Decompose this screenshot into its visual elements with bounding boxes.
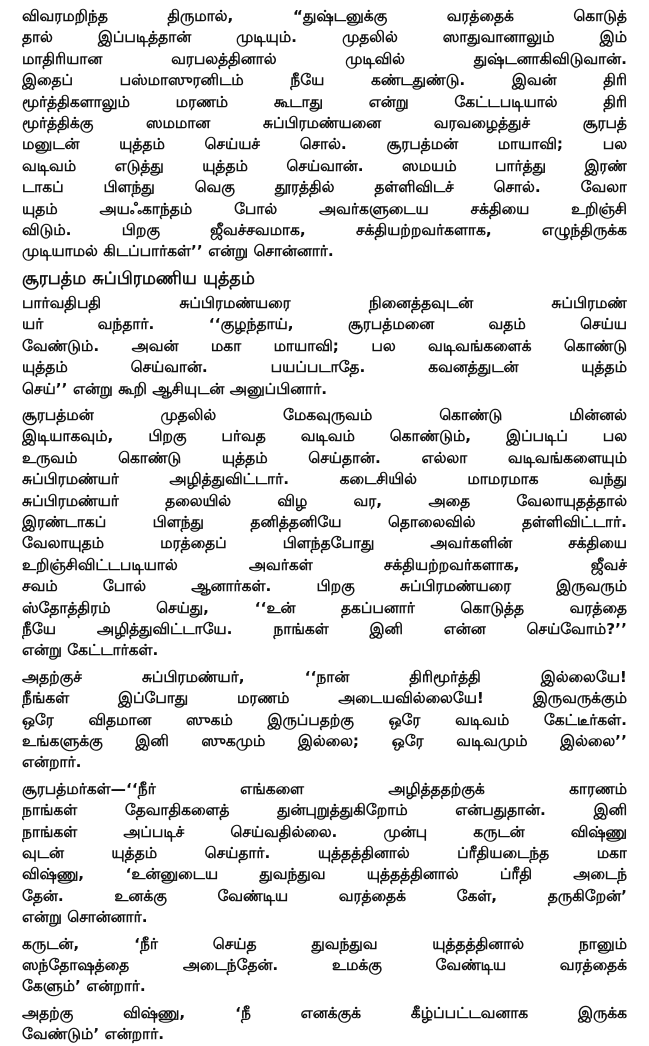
text-line: கருடன், ‘நீர் செய்த துவந்துவ யுத்தத்தினால் நானும் (22, 934, 627, 953)
text-line: வடிவம் எடுத்து யுத்தம் செய்வான். ஸமயம் பார்த்து இரண் (22, 156, 627, 175)
text-line: வுடன் யுத்தம் செய்தார். யுத்தத்தினால் ப்ரீதியடைந்த மகா (22, 844, 627, 863)
paragraph-6 (22, 1003, 627, 1046)
text-line: மனுடன் யுத்தம் செய்யச் சொல். சூரபத்மன் மாயாவி; பல (22, 135, 627, 154)
text-line: வேண்டும். அவன் மகா மாயாவி; பல வடிவங்களைக் கொண்டு (22, 336, 627, 355)
text-line: சுப்பிரமண்யர் அழித்துவிட்டார். கடைசியில் மாமரமாக வந்து (22, 470, 627, 489)
text-line: நாங்கள் தேவாதிகளைத் துன்புறுத்துகிறோம் என்பதுதான். இனி (22, 801, 627, 820)
text-line: சவம் போல் ஆனார்கள். பிறகு சுப்பிரமண்யரை இருவரும் (22, 577, 627, 596)
paragraph-5 (22, 934, 627, 998)
text-line: உங்களுக்கு இனி ஸுகமும் இல்லை; ஒரே வடிவமும் இல்லை’’ (22, 732, 627, 750)
text-line: விவரமறிந்த திருமால், “துஷ்டனுக்கு வரத்தைக் கொடுத் (22, 7, 627, 25)
section-heading: சூரபத்ம சுப்பிரமணிய யுத்தம் (22, 268, 255, 289)
text-line: வேண்டும்’ என்றார். (22, 1025, 165, 1044)
text-line: என்றார். (22, 753, 82, 772)
text-line: நீங்கள் இப்போது மரணம் அடையவில்லையே! இருவருக்கும் (22, 689, 627, 708)
text-line: யுத்தம் செய்வான். பயப்படாதே. கவனத்துடன் யுத்தம் (22, 358, 627, 377)
paragraph-1 (22, 293, 627, 400)
text-line: சூரபத்மன் முதலில் மேகவுருவம் கொண்டு மின்னல் (22, 405, 627, 424)
text-line: இடியாகவும், பிறகு பர்வத வடிவம் கொண்டும், இப்படிப் பல (22, 427, 627, 446)
text-line: இரண்டாகப் பிளந்து தனித்தனியே தொலைவில் தள்ளிவிட்டார். (22, 512, 627, 531)
text-line: இதைப் பஸ்மாஸுரனிடம் நீயே கண்டதுண்டு. இவன் திரி (22, 71, 627, 90)
text-line: என்று கேட்டார்கள். (22, 641, 159, 660)
text-line: முடியாமல் கிடப்பார்கள்’’ என்று சொன்னார். (22, 242, 334, 261)
text-line: விடும். பிறகு ஜீவச்சவமாக, சக்தியற்றவர்களாக, எழுந்திருக்க (22, 221, 627, 240)
text-line: அதற்குச் சுப்பிரமண்யர், ‘‘நான் திரிமூர்த்தி இல்லையே! (22, 667, 627, 686)
text-line: சூரபத்மர்கள்—‘‘நீர் எங்களை அழித்ததற்குக் காரணம் (22, 779, 627, 798)
paragraph-intro (22, 6, 627, 263)
text-line: உறிஞ்சிவிட்டபடியால் அவர்கள் சக்தியற்றவர்களாக, ஜீவச் (22, 555, 627, 574)
text-line: கேளும்’ என்றார். (22, 977, 146, 996)
text-line: செய்’’ என்று கூறி ஆசியுடன் அனுப்பினார். (22, 379, 328, 398)
text-line: அதற்கு விஷ்ணு, ‘நீ எனக்குக் கீழ்ப்பட்டவனாக இருக்க (22, 1003, 627, 1022)
paragraph-2 (22, 405, 627, 662)
text-line: மூர்த்திக்கு ஸமமான சுப்பிரமண்யனை வரவழைத்துச் சூரபத் (22, 114, 627, 133)
text-line: ஒரே விதமான ஸுகம் இருப்பதற்கு ஒரே வடிவம் கேட்டீர்கள். (22, 710, 627, 729)
text-line: யுதம் அயஃகாந்தம் போல் அவர்களுடைய சக்தியை உறிஞ்சி (22, 199, 627, 218)
text-line: வேலாயுதம் மரத்தைப் பிளந்தபோது அவர்களின் சக்தியை (22, 534, 627, 553)
text-line: மூர்த்திகளாலும் மரணம் கூடாது என்று கேட்டபடியால் திரி (22, 92, 627, 111)
text-line: நீயே அழித்துவிட்டாயே. நாங்கள் இனி என்ன செய்வோம்?’’ (22, 619, 627, 638)
text-line: என்று சொன்னார். (22, 908, 148, 927)
paragraph-3 (22, 667, 627, 774)
text-line: தேன். உனக்கு வேண்டிய வரத்தைக் கேள், தருகிறேன்’ (22, 886, 627, 905)
text-line: ஸந்தோஷத்தை அடைந்தேன். உமக்கு வேண்டிய வரத்தைக் (22, 956, 627, 975)
text-line: விஷ்ணு, ‘உன்னுடைய துவந்துவ யுத்தத்தினால் ப்ரீதி அடைந் (22, 865, 627, 884)
text-line: சுப்பிரமண்யர் தலையில் விழ வர, அதை வேலாயுதத்தால் (22, 491, 627, 510)
paragraph-4 (22, 779, 627, 929)
text-line: உருவம் கொண்டு யுத்தம் செய்தான். எல்லா வடிவங்களையும் (22, 448, 627, 467)
text-line: பார்வதிபதி சுப்பிரமண்யரை நினைத்தவுடன் சுப்பிரமண் (22, 293, 627, 312)
text-line: நாங்கள் அப்படிச் செய்வதில்லை. முன்பு கருடன் விஷ்ணு (22, 822, 627, 841)
text-line: தால் இப்படித்தான் முடியும். முதலில் ஸாதுவானாலும் இம் (22, 28, 627, 47)
text-line: ஸ்தோத்திரம் செய்து, ‘‘உன் தகப்பனார் கொடுத்த வரத்தை (22, 598, 627, 617)
text-line: மாதிரியான வரபலத்தினால் முடிவில் துஷ்டனாகிவிடுவான். (22, 49, 627, 68)
text-line: டாகப் பிளந்து வெகு தூரத்தில் தள்ளிவிடச் சொல். வேலா (22, 178, 627, 197)
text-line: யர் வந்தார். ‘‘குழந்தாய், சூரபத்மனை வதம் செய்ய (22, 315, 627, 334)
book-page (22, 6, 627, 1046)
